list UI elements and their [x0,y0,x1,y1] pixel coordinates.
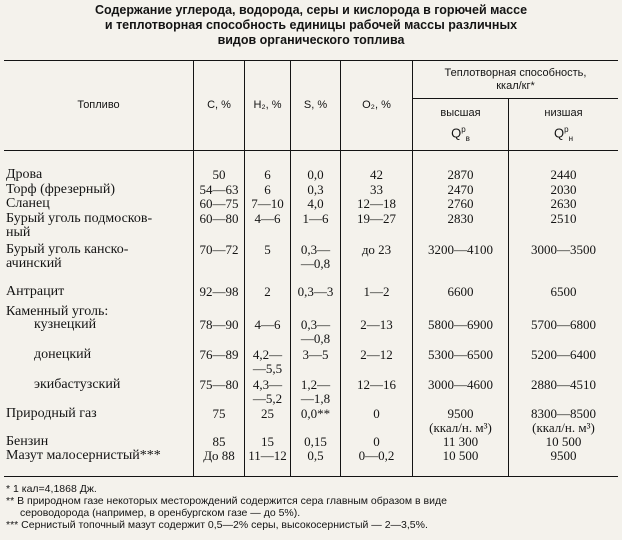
cell-s: 0,3—3 [297,284,334,299]
cell-c: 54—63 [199,182,239,197]
cell-h: —5,5 [252,361,283,376]
cell-hi: 10 500 [442,448,479,463]
cell-c: 75—80 [199,377,239,392]
cell-lo: 8300—8500 [531,406,596,421]
cell-hi: 2470 [447,182,474,197]
cell-h: 7—10 [251,196,284,211]
header-hydrogen: H₂, % [253,99,282,111]
cell-c: 60—80 [199,211,239,226]
cell-s: —0,8 [300,256,331,271]
cell-c: 76—89 [199,347,239,362]
cell-lo: 10 500 [545,434,582,449]
cell-o: 0—0,2 [358,448,395,463]
header-higher-symbol [413,123,508,145]
cell-hi: 9500 [447,406,474,421]
cell-s: 0,15 [304,434,327,449]
cell-s: 1—6 [302,211,329,226]
cell-hi: 2830 [447,211,474,226]
cell-h: 2 [264,284,271,299]
cell-o: 33 [370,182,383,197]
lower-symbol-sub: н [568,133,573,143]
cell-hi: 2760 [447,196,474,211]
cell-h: 15 [261,434,274,449]
cell-lo: (ккал/н. м³) [532,420,595,435]
cell-h: 25 [261,406,274,421]
table-bottom-rule [4,476,618,477]
cell-lo: 3000—3500 [531,242,596,257]
cell-h: 4,3— [252,377,283,392]
cell-h: 5 [264,242,271,257]
header-lower-symbol [509,123,618,145]
cell-s: 4,0 [307,196,324,211]
cell-h: 6 [264,167,271,182]
cell-fuel: Мазут малосернистый*** [6,448,161,463]
header-bottom-rule [4,150,618,151]
footnote: *** Сернистый топочный мазут содержит 0,5—2% серы, высокосернистый — 2—3,5%. [6,519,428,531]
cell-h: 4—6 [254,211,281,226]
cell-fuel: ачинский [6,256,62,271]
lower-symbol-letter: Q [554,125,565,141]
higher-symbol-sup: p [461,125,466,134]
cell-o: 0 [373,434,380,449]
cell-c: 50 [212,167,226,182]
cell-o: 0 [373,406,380,421]
cell-s: 1,2— [300,377,331,392]
cell-s: 0,0 [307,167,324,182]
cell-fuel: Дрова [6,167,43,182]
header-oxygen: O₂, % [362,99,391,111]
cell-o: до 23 [361,242,392,257]
cell-s: 3—5 [302,347,329,362]
cell-lo: 5700—6800 [531,317,596,332]
cell-s: 0,3 [307,182,324,197]
cell-fuel: Сланец [6,196,50,211]
cell-hi: 5800—6900 [428,317,493,332]
cell-hi: 3000—4600 [428,377,493,392]
cell-s: 0,3— [300,317,331,332]
table-top-rule [4,60,618,61]
title-line: Содержание углерода, водорода, серы и кислорода в горючей массе [94,3,528,17]
cell-fuel: Бурый уголь подмосков- [6,211,153,226]
cell-fuel: кузнецкий [34,317,97,332]
cell-fuel: Антрацит [6,284,65,299]
header-fuel: Топливо [77,99,120,111]
cell-hi: 3200—4100 [428,242,493,257]
cell-lo: 2440 [550,167,577,182]
cell-lo: 2510 [550,211,577,226]
cell-fuel: Торф (фрезерный) [6,182,115,197]
cell-o: 1—2 [363,284,390,299]
cell-c: 92—98 [199,284,239,299]
cell-c: 78—90 [199,317,239,332]
cell-fuel: Каменный уголь: [6,304,109,319]
cell-lo: 6500 [550,284,577,299]
cell-c: 60—75 [199,196,239,211]
cell-hi: (ккал/н. м³) [429,420,492,435]
cell-h: 4,2— [252,347,283,362]
cell-s: 0,3— [300,242,331,257]
cell-fuel: экибастузский [34,377,121,392]
table-title [0,3,622,48]
cell-c: 75 [212,406,226,421]
header-higher: высшая [440,107,481,119]
cell-c: До 88 [203,448,235,463]
cell-o: 2—13 [360,317,393,332]
cell-fuel: Бензин [6,434,49,449]
footnote: * 1 кал=4,1868 Дж. [6,483,97,495]
cell-fuel: ный [6,225,31,240]
cell-c: 85 [212,434,226,449]
cell-h: 11—12 [248,448,287,463]
header-heat-units: ккал/кг* [496,80,535,92]
cell-s: —1,8 [300,391,331,406]
lower-symbol-sup: p [564,125,569,134]
cell-fuel: Бурый уголь канско- [6,242,129,257]
cell-h: 6 [264,182,271,197]
cell-h: —5,2 [252,391,283,406]
cell-o: 12—16 [357,377,396,392]
cell-fuel: Природный газ [6,406,97,421]
cell-s: —0,8 [300,331,331,346]
cell-lo: 2630 [550,196,577,211]
header-sulfur: S, % [303,99,328,111]
subheader-rule [412,98,618,99]
cell-o: 12—18 [357,196,396,211]
cell-lo: 5200—6400 [531,347,596,362]
cell-hi: 2870 [447,167,474,182]
footnote: ** В природном газе некоторых месторождений содержится сера главным образом в виде [6,495,447,507]
header-carbon: C, % [207,99,231,111]
title-line: и теплотворная способность единицы рабочей массы различных [104,18,518,32]
cell-hi: 6600 [447,284,474,299]
cell-o: 42 [370,167,383,182]
higher-symbol-sub: в [465,133,470,143]
cell-c: 70—72 [199,242,239,257]
cell-lo: 2030 [550,182,577,197]
header-heat: Теплотворная способность, [444,67,587,79]
header-lower: низшая [544,107,583,119]
cell-hi: 5300—6500 [428,347,493,362]
cell-s: 0,5 [307,448,324,463]
cell-h: 4—6 [254,317,281,332]
cell-s: 0,0** [300,406,331,421]
higher-symbol-letter: Q [451,125,462,141]
footnote: сероводорода (например, в оренбургском газе — до 5%). [20,507,301,519]
cell-lo: 9500 [550,448,577,463]
title-line: видов органического топлива [217,33,405,47]
cell-hi: 11 300 [442,434,479,449]
cell-lo: 2880—4510 [531,377,596,392]
cell-o: 19—27 [357,211,396,226]
cell-fuel: донецкий [34,347,92,362]
cell-o: 2—12 [360,347,393,362]
